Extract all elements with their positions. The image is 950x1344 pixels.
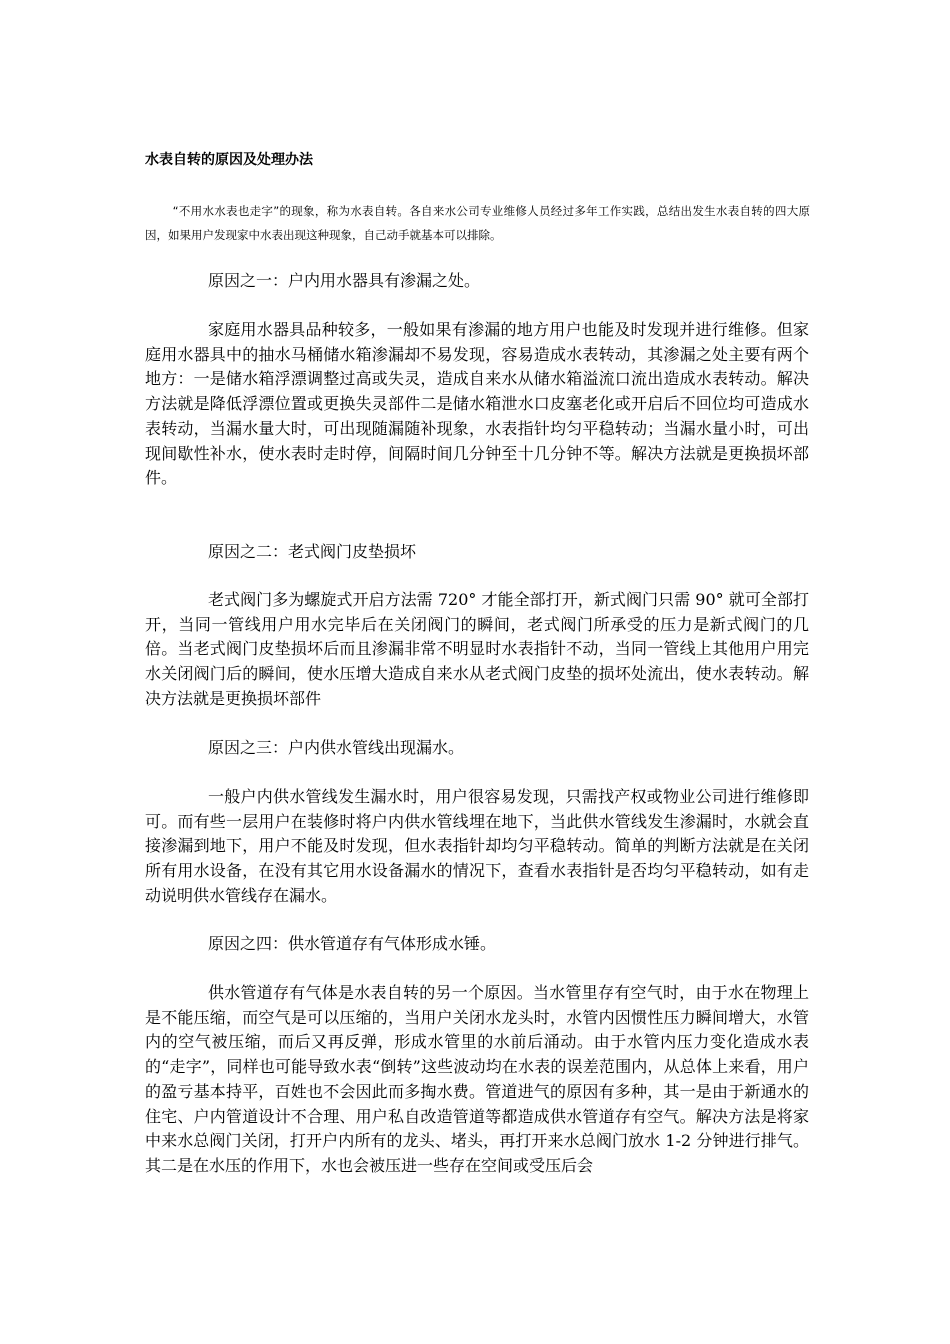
section-heading-4: 原因之四：供水管道存有气体形成水锤。 <box>208 934 497 953</box>
section-heading-2: 原因之二：老式阀门皮垫损坏 <box>208 542 417 561</box>
section-heading-1: 原因之一：户内用水器具有渗漏之处。 <box>208 271 481 290</box>
section-paragraph-3: 一般户内供水管线发生漏水时，用户很容易发现，只需找产权或物业公司进行维修即可。而有些一层用户在装修时将户内供水管线埋在地下，当此供水管线发生渗漏时，水就会直接渗漏到地下，用户不能及时发现，但水表指针却均匀平稳转动。简单的判断方法就是在关闭所有用水设备，在没有其它用水设备漏水的情况下，查看水表指针是否均匀平稳转动，如有走动说明供水管线存在漏水。 <box>145 787 809 905</box>
section-heading-3: 原因之三：户内供水管线出现漏水。 <box>208 738 465 757</box>
section-paragraph-1: 家庭用水器具品种较多，一般如果有渗漏的地方用户也能及时发现并进行维修。但家庭用水器具中的抽水马桶储水箱渗漏却不易发现，容易造成水表转动，其渗漏之处主要有两个地方：一是储水箱浮漂调整过高或失灵，造成自来水从储水箱溢流口流出造成水表转动。解决方法就是降低浮漂位置或更换失灵部件二是储水箱泄水口皮塞老化或开启后不回位均可造成水表转动，当漏水量大时，可出现随漏随补现象，水表指针均匀平稳转动；当漏水量小时，可出现间歇性补水，使水表时走时停，间隔时间几分钟至十几分钟不等。解决方法就是更换损坏部件。 <box>145 320 809 488</box>
intro-paragraph: “不用水水表也走字”的现象，称为水表自转。各自来水公司专业维修人员经过多年工作实践，总结出发生水表自转的四大原因，如果用户发现家中水表出现这种现象，自己动手就基本可以排除。 <box>145 204 810 242</box>
document-title: 水表自转的原因及处理办法 <box>145 152 313 168</box>
section-paragraph-2: 老式阀门多为螺旋式开启方法需 720° 才能全部打开，新式阀门只需 90° 就可全部打开，当同一管线用户用水完毕后在关闭阀门的瞬间，老式阀门所承受的压力是新式阀门的几倍。当老式阀门皮垫损坏后而且渗漏非常不明显时水表指针不动，当同一管线上其他用户用完水关闭阀门后的瞬间，使水压增大造成自来水从老式阀门皮垫的损坏处流出，使水表转动。解决方法就是更换损坏部件 <box>145 590 809 708</box>
section-paragraph-4: 供水管道存有气体是水表自转的另一个原因。当水管里存有空气时，由于水在物理上是不能压缩，而空气是可以压缩的，当用户关闭水龙头时，水管内因惯性压力瞬间增大，水管内的空气被压缩，而后又再反弹，形成水管里的水前后涌动。由于水管内压力变化造成水表的“走字”，同样也可能导致水表“倒转”这些波动均在水表的误差范围内，从总体上来看，用户的盈亏基本持平，百姓也不会因此而多掏水费。管道进气的原因有多种，其一是由于新通水的住宅、户内管道设计不合理、用户私自改造管道等都造成供水管道存有空气。解决方法是将家中来水总阀门关闭，打开户内所有的龙头、堵头，再打开来水总阀门放水 1-2 分钟进行排气。其二是在水压的作用下，水也会被压进一些存在空间或受压后会 <box>145 983 809 1175</box>
